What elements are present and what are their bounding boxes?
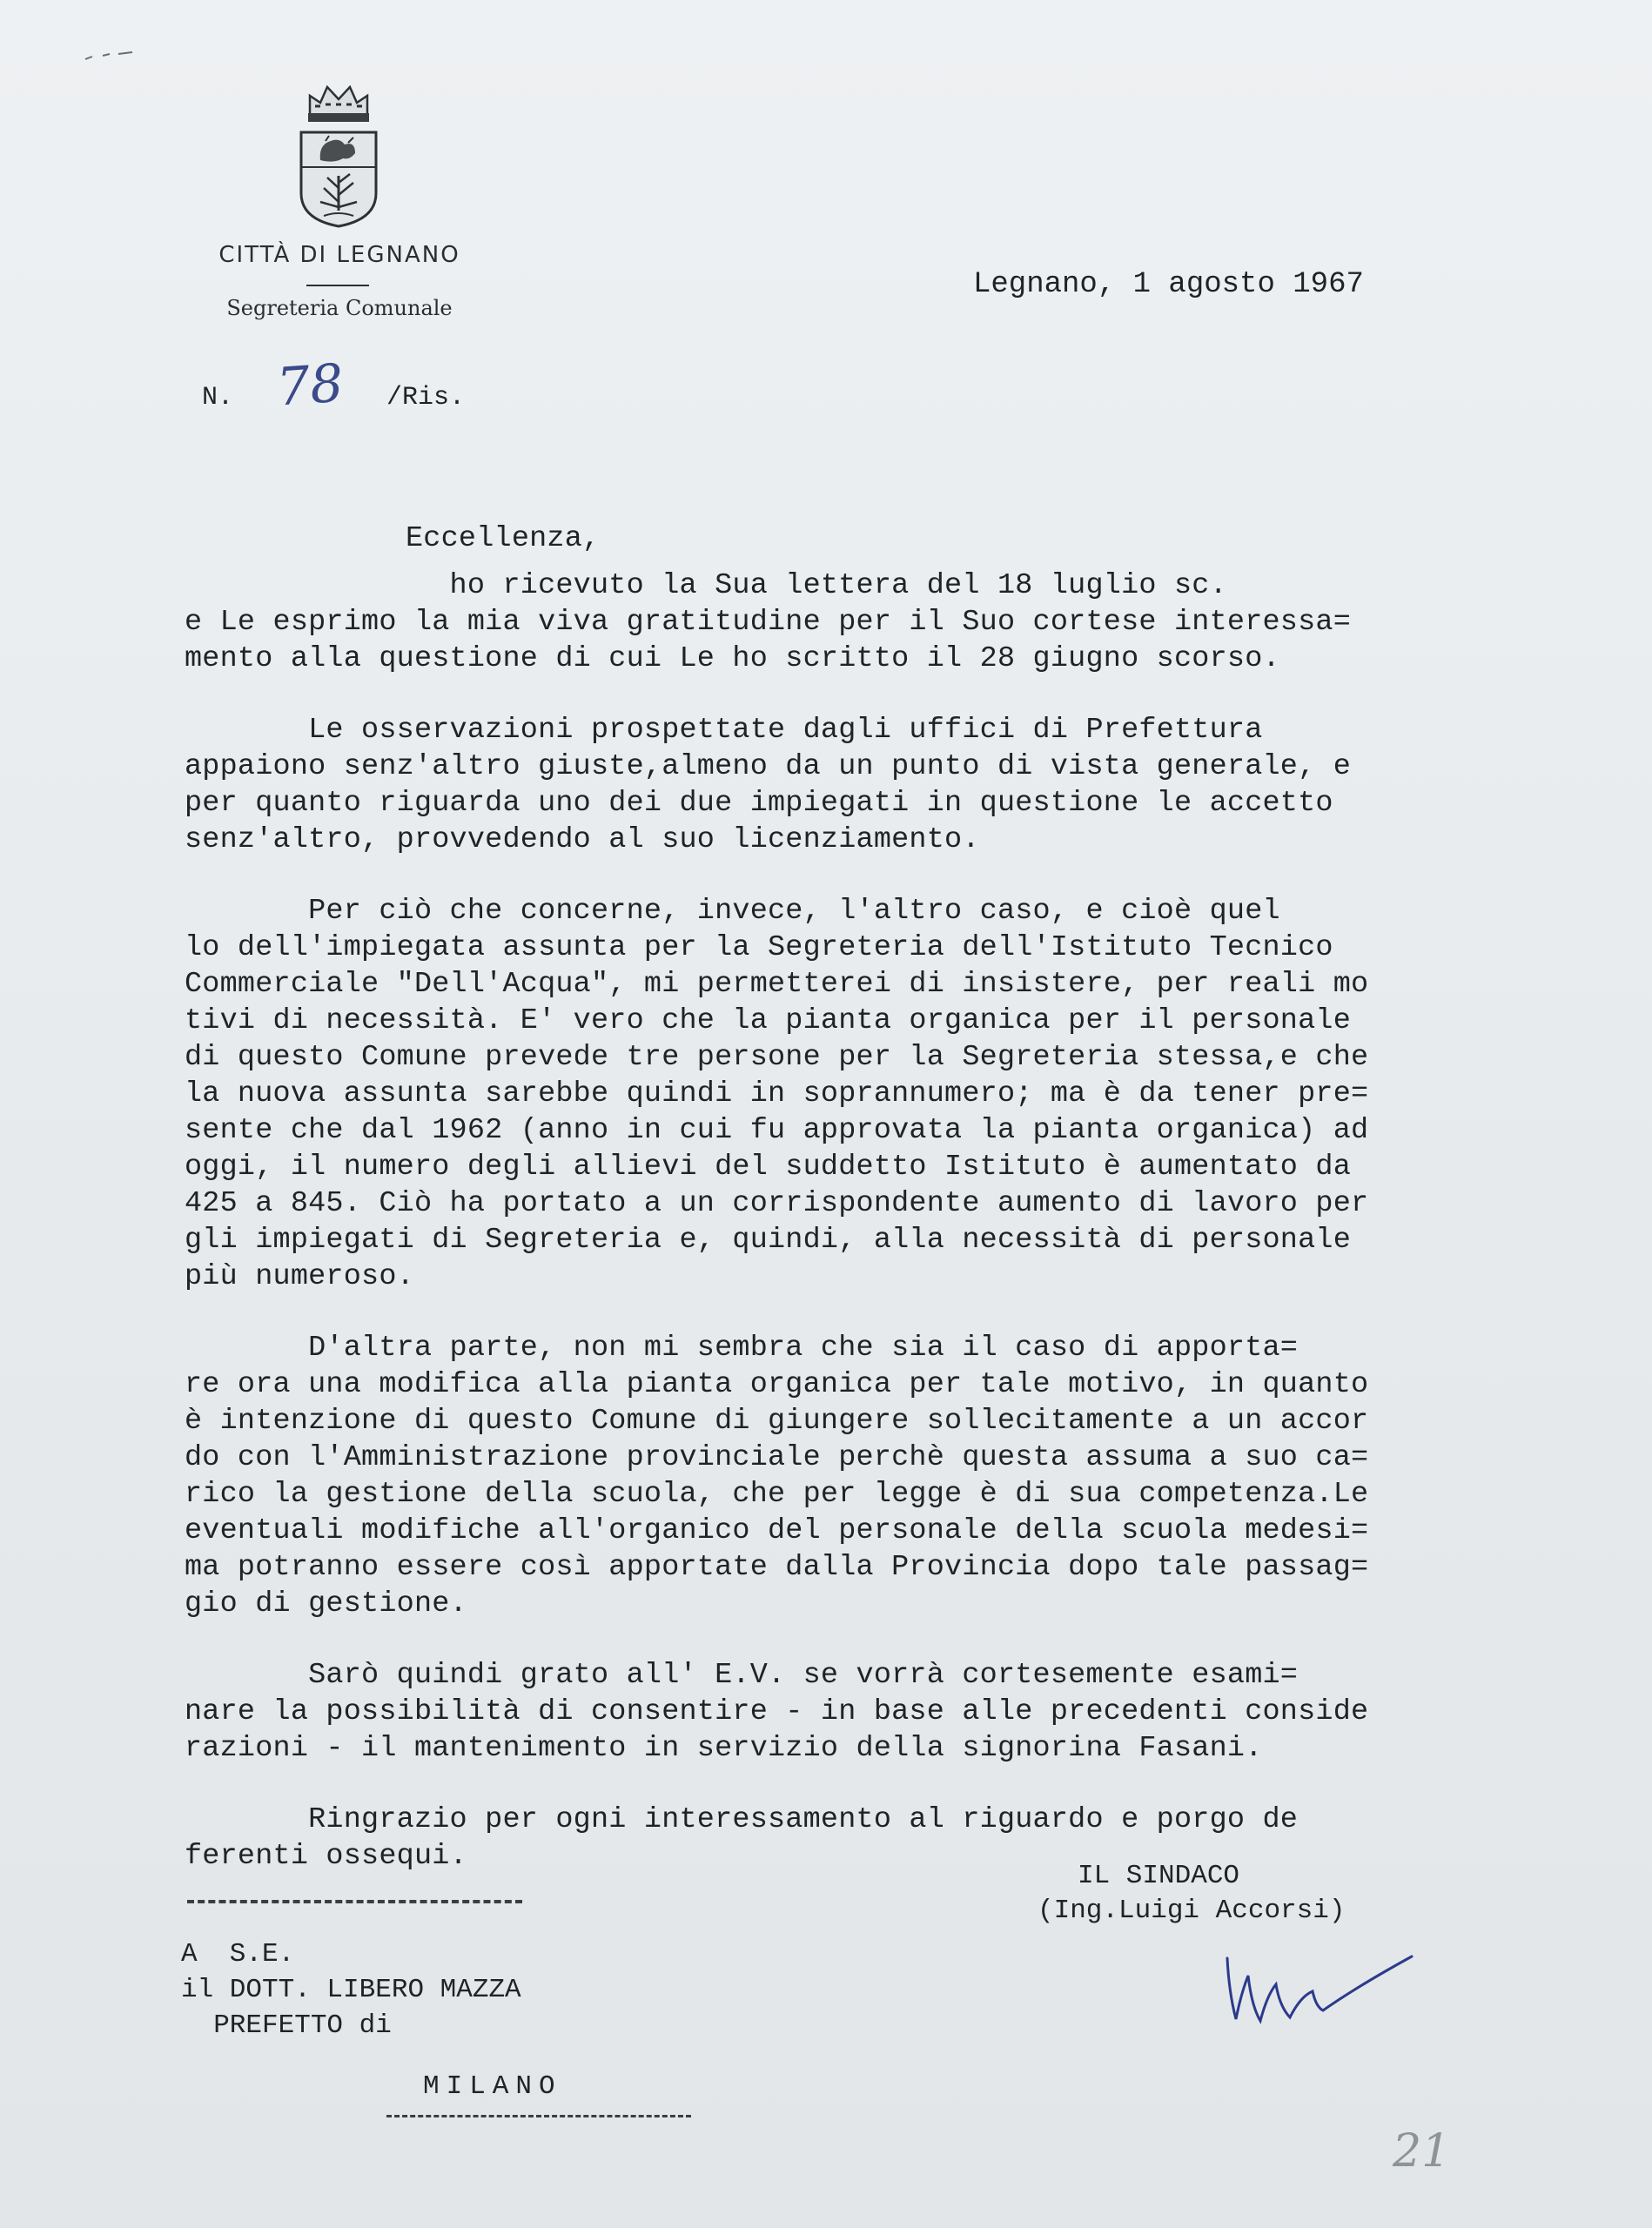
body-line: è intenzione di questo Comune di giungere sollecitamente a un accor	[185, 1405, 1369, 1438]
protocol-prefix: N.	[202, 383, 234, 413]
letter-body	[185, 520, 1473, 1909]
paragraph	[185, 567, 1473, 677]
body-line: di questo Comune prevede tre persone per la Segreteria stessa,e che	[185, 1041, 1369, 1074]
body-line: sente che dal 1962 (anno in cui fu approvata la pianta organica) ad	[185, 1114, 1369, 1147]
body-line: Le osservazioni prospettate dagli uffici di Prefettura	[185, 714, 1263, 747]
body-line: oggi, il numero degli allievi del suddetto Istituto è aumentato da	[185, 1151, 1352, 1184]
body-line: lo dell'impiegata assunta per la Segreteria dell'Istituto Tecnico	[185, 931, 1333, 964]
paragraph	[185, 893, 1473, 1295]
addressee-city: MILANO	[423, 2071, 562, 2102]
date-line: Legnano, 1 agosto 1967	[973, 268, 1364, 301]
body-line: eventuali modifiche all'organico del personale della scuola medesi=	[185, 1514, 1369, 1547]
body-line: ho ricevuto la Sua lettera del 18 luglio sc.	[185, 569, 1227, 602]
body-line: nare la possibilità di consentire - in base alle precedenti conside	[185, 1695, 1369, 1728]
body-line: tivi di necessità. E' vero che la pianta organica per il personale	[185, 1004, 1352, 1037]
city-underline	[386, 2115, 691, 2117]
body-line: rico la gestione della scuola, che per legge è di sua competenza.Le	[185, 1478, 1369, 1511]
letterhead-office: Segreteria Comunale	[226, 296, 453, 320]
body-line: re ora una modifica alla pianta organica per tale motivo, in quanto	[185, 1368, 1369, 1401]
body-line: Commerciale "Dell'Acqua", mi permetterei di insistere, per reali mo	[185, 968, 1369, 1001]
letterhead-city: CITTÀ DI LEGNANO	[218, 242, 460, 268]
addressee-line: il DOTT. LIBERO MAZZA	[181, 1975, 521, 2005]
paragraph	[185, 1802, 1473, 1875]
body-line: razioni - il mantenimento in servizio della signorina Fasani.	[185, 1732, 1263, 1765]
body-line: ma potranno essere così apportate dalla Provincia dopo tale passag=	[185, 1551, 1369, 1584]
handwritten-signature	[1210, 1923, 1419, 2045]
page-number: 21	[1393, 2125, 1451, 2178]
protocol-number: 78	[274, 352, 346, 419]
protocol-suffix: /Ris.	[386, 383, 466, 413]
body-line: Ringrazio per ogni interessamento al riguardo e porgo de	[185, 1803, 1299, 1836]
addressee-separator	[187, 1900, 522, 1903]
body-line: gio di gestione.	[185, 1587, 467, 1621]
paragraph	[185, 1657, 1473, 1767]
addressee-line: A S.E.	[181, 1939, 295, 1970]
addressee-block	[181, 1936, 521, 2043]
city-crest-icon	[294, 80, 383, 230]
body-line: D'altra parte, non mi sembra che sia il caso di apporta=	[185, 1332, 1299, 1365]
body-line: Sarò quindi grato all' E.V. se vorrà cortesemente esami=	[185, 1659, 1299, 1692]
margin-mark	[84, 50, 136, 63]
body-line: 425 a 845. Ciò ha portato a un corrispondente aumento di lavoro per	[185, 1187, 1369, 1220]
body-line: gli impiegati di Segreteria e, quindi, alla necessità di personale	[185, 1224, 1352, 1257]
salutation: Eccellenza,	[406, 522, 601, 555]
body-line: mento alla questione di cui Le ho scritto il 28 giugno scorso.	[185, 642, 1280, 675]
letterhead-divider	[306, 285, 369, 286]
signatory-name: (Ing.Luigi Accorsi)	[1038, 1896, 1346, 1926]
body-line: la nuova assunta sarebbe quindi in soprannumero; ma è da tener pre=	[185, 1077, 1369, 1111]
body-line: senz'altro, provvedendo al suo licenziamento.	[185, 823, 980, 856]
body-line: Per ciò che concerne, invece, l'altro caso, e cioè quel	[185, 895, 1280, 928]
body-line: per quanto riguarda uno dei due impiegati in questione le accetto	[185, 787, 1333, 820]
body-line: ferenti ossequi.	[185, 1840, 467, 1873]
body-line: più numeroso.	[185, 1260, 414, 1293]
paragraph	[185, 712, 1473, 858]
signatory-title: IL SINDACO	[1078, 1861, 1240, 1891]
addressee-line: PREFETTO di	[181, 2010, 392, 2041]
paragraph	[185, 1330, 1473, 1622]
body-line: e Le esprimo la mia viva gratitudine per il Suo cortese interessa=	[185, 606, 1352, 639]
body-line: appaiono senz'altro giuste,almeno da un punto di vista generale, e	[185, 750, 1352, 783]
body-line: do con l'Amministrazione provinciale perchè questa assuma a suo ca=	[185, 1441, 1369, 1474]
